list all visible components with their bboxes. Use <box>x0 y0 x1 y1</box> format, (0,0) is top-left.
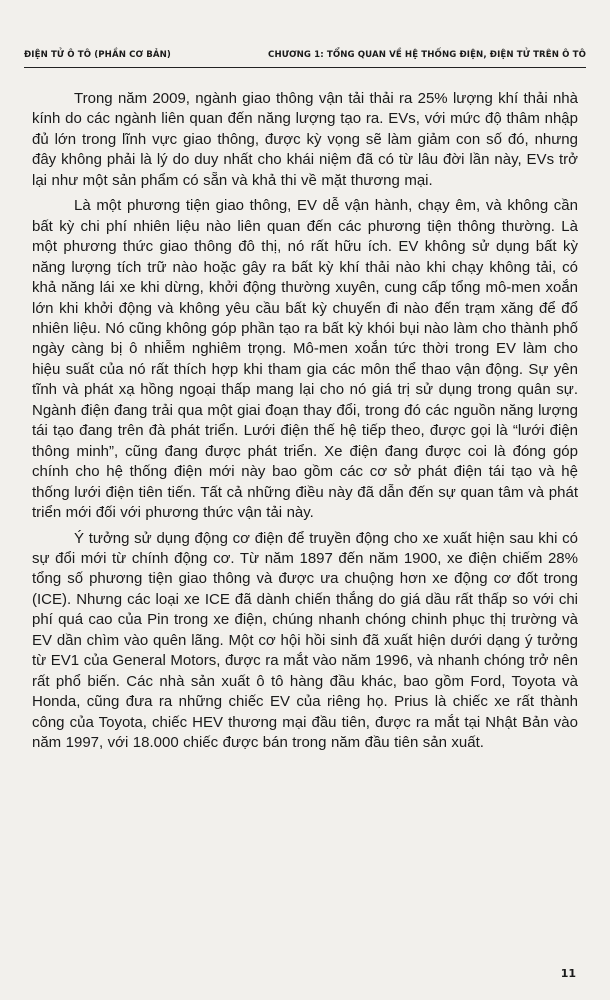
page-number: 11 <box>560 967 576 980</box>
body-text <box>32 89 578 759</box>
chapter-title-header: CHƯƠNG 1: TỔNG QUAN VỀ HỆ THỐNG ĐIỆN, ĐIỆN TỬ TRÊN Ô TÔ <box>268 50 586 60</box>
paragraph-3: Ý tưởng sử dụng động cơ điện để truyền động cho xe xuất hiện sau khi có sự đổi mới từ chính động cơ. Từ năm 1897 đến năm 1900, xe điện chiếm 28% tổng số phương tiện giao thông và được ưa chuộng hơn xe động cơ đốt trong (ICE). Nhưng các loại xe ICE đã dành chiến thắng do giá dầu rất thấp so với chi phí quá cao của Pin trong xe điện, chúng nhanh chóng chinh phục thị trường và EV dần chìm vào quên lãng. Một cơ hội hồi sinh đã xuất hiện dưới dạng ý tưởng từ EV1 của General Motors, được ra mắt vào năm 1996, và nhanh chóng trở nên rất phổ biến. Các nhà sản xuất ô tô hàng đầu khác, bao gồm Ford, Toyota và Honda, cũng đưa ra những chiếc EV của riêng họ. Prius là chiếc xe rất thành công của Toyota, chiếc HEV thương mại đầu tiên, được ra mắt tại Nhật Bản vào năm 1997, với 18.000 chiếc được bán trong năm đầu tiên sản xuất. <box>32 529 578 752</box>
header-divider <box>24 67 586 68</box>
book-title-header: ĐIỆN TỬ Ô TÔ (PHẦN CƠ BẢN) <box>24 50 171 60</box>
paragraph-1: Trong năm 2009, ngành giao thông vận tải thải ra 25% lượng khí thải nhà kính do các ngành liên quan đến năng lượng tạo ra. EVs, với mức độ thâm nhập đủ lớn trong lĩnh vực giao thông, được kỳ vọng sẽ làm giảm con số đó, nhưng đây không phải là lý do duy nhất cho khái niệm đã có từ lâu đời lần này, EVs trở lại như một sản phẩm có sẵn và khả thi về mặt thương mại. <box>32 90 578 189</box>
running-header <box>24 50 586 64</box>
paragraph-2: Là một phương tiện giao thông, EV dễ vận hành, chạy êm, và không cần bất kỳ chi phí nhiên liệu nào liên quan đến các phương tiện thông thường. Là một phương thức giao thông đô thị, nó rất hữu ích. EV không sử dụng bất kỳ năng lượng tích trữ nào hoặc gây ra bất kỳ khí thải nào khi chạy không tải, có khả năng lái xe khi dừng, khởi động thường xuyên, cung cấp tổng mô-men xoắn lớn khi khởi động và không yêu cầu bất kỳ chuyến đi nào đến trạm xăng để đổ nhiên liệu. Nó cũng không góp phần tạo ra bất kỳ khói bụi nào làm cho thành phố ngày càng bị ô nhiễm nghiêm trọng. Mô-men xoắn tức thời trong EV làm cho hiệu suất của nó rất thích hợp khi tham gia các môn thể thao vận động. Sự yên tĩnh và phát xạ hồng ngoại thấp mang lại cho nó giá trị sử dụng trong quân sự. Ngành điện đang trải qua một giai đoạn thay đổi, trong đó các nguồn năng lượng tái tạo đang trên đà phát triển. Lưới điện thế hệ tiếp theo, được gọi là “lưới điện thông minh”, cũng đang được phát triển. Xe điện đang được coi là đóng góp chính cho hệ thống điện mới này bao gồm các cơ sở phát điện tái tạo và hệ thống lưới điện tiên tiến. Tất cả những điều này đã dẫn đến sự quan tâm và phát triển mới đối với phương thức vận tải này. <box>32 197 578 522</box>
